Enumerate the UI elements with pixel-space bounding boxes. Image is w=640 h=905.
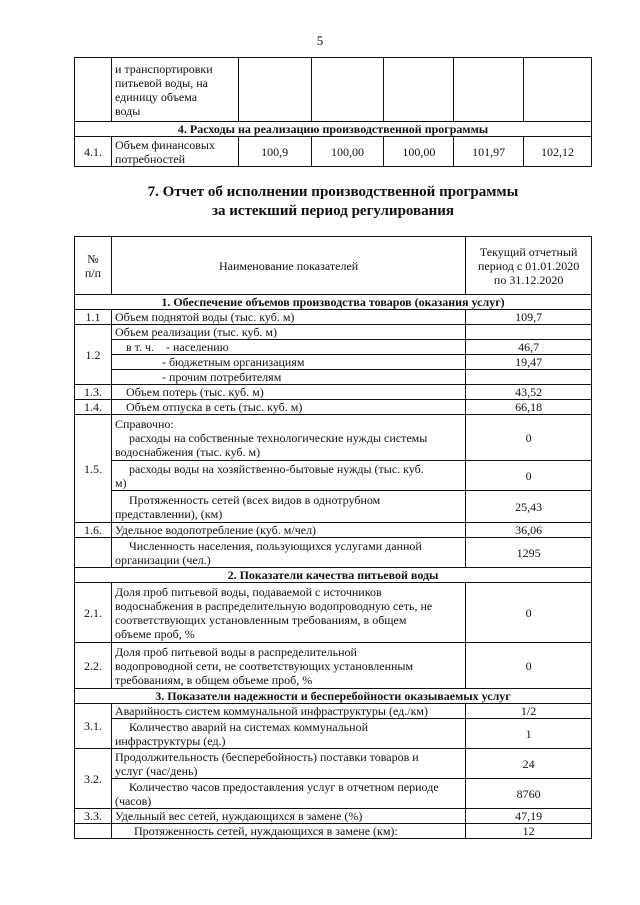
- value-cell: 1295: [466, 538, 592, 568]
- row-name: и транспортировки питьевой воды, на единицу объема воды: [111, 58, 238, 122]
- value-cell: 102,12: [524, 137, 592, 167]
- value-cell: 36,06: [466, 523, 592, 538]
- table-row: [75, 415, 592, 461]
- table-row: [75, 340, 592, 355]
- section-title: 2. Показатели качества питьевой воды: [75, 568, 592, 583]
- value-cell: 1: [466, 719, 592, 749]
- row-number: 1.6.: [75, 523, 112, 538]
- row-number: 3.3.: [75, 809, 112, 824]
- table-row: [75, 523, 592, 538]
- table-row: [75, 779, 592, 809]
- value-cell: 100,9: [238, 137, 311, 167]
- table-row: [75, 461, 592, 491]
- section-row: [75, 689, 592, 704]
- header-period: Текущий отчетный период с 01.01.2020 по 31.12.2020: [466, 237, 592, 295]
- row-name: - прочим потребителям: [111, 370, 465, 385]
- value-cell: 0: [466, 415, 592, 461]
- row-name: Удельный вес сетей, нуждающихся в замене (%): [111, 809, 465, 824]
- value-cell: 101,97: [454, 137, 524, 167]
- row-number: 2.1.: [75, 583, 112, 643]
- table-row: [75, 58, 592, 122]
- value-cell: 24: [466, 749, 592, 779]
- table-row: [75, 704, 592, 719]
- row-name: Количество аварий на системах коммунальной инфраструктуры (ед.): [111, 719, 465, 749]
- value-cell: 66,18: [466, 400, 592, 415]
- value-cell: 12: [466, 824, 592, 839]
- value-cell: 47,19: [466, 809, 592, 824]
- value-cell: 19,47: [466, 355, 592, 370]
- report-heading: [74, 183, 592, 221]
- section-row: [75, 122, 592, 137]
- section-title: 1. Обеспечение объемов производства товаров (оказания услуг): [75, 295, 592, 310]
- table-row: [75, 491, 592, 523]
- row-name: - бюджетным организациям: [111, 355, 465, 370]
- table-row: [75, 643, 592, 689]
- row-name: расходы воды на хозяйственно-бытовые нужды (тыс. куб. м): [111, 461, 465, 491]
- section-title: 4. Расходы на реализацию производственной программы: [75, 122, 592, 137]
- row-number: [75, 538, 112, 568]
- table-row: [75, 355, 592, 370]
- row-name: Объем финансовых потребностей: [111, 137, 238, 167]
- row-number: 2.2.: [75, 643, 112, 689]
- row-number: 1.1: [75, 310, 112, 325]
- table-row: [75, 310, 592, 325]
- program-table-continued: [74, 57, 592, 167]
- row-name: Доля проб питьевой воды в распределительной водопроводной сети, не соответствующих установленным требованиям, в общем объеме проб, %: [111, 643, 465, 689]
- table-row: [75, 749, 592, 779]
- table-row: [75, 719, 592, 749]
- value-cell: [466, 325, 592, 340]
- row-number: 1.3.: [75, 385, 112, 400]
- value-cell: 0: [466, 583, 592, 643]
- row-name: Объем реализации (тыс. куб. м): [111, 325, 465, 340]
- table-row: [75, 137, 592, 167]
- value-cell: 109,7: [466, 310, 592, 325]
- value-cell: [466, 370, 592, 385]
- value-cell: 1/2: [466, 704, 592, 719]
- row-name: Удельное водопотребление (куб. м/чел): [111, 523, 465, 538]
- row-name: в т. ч. - населению: [111, 340, 465, 355]
- row-number: 1.2: [75, 325, 112, 385]
- row-name: Объем отпуска в сеть (тыс. куб. м): [111, 400, 465, 415]
- row-name: Объем поднятой воды (тыс. куб. м): [111, 310, 465, 325]
- row-name: Доля проб питьевой воды, подаваемой с источников водоснабжения в распределительную водопроводную сеть, не соответствующих установленным требованиям, в общем объеме проб, %: [111, 583, 465, 643]
- table-row: [75, 325, 592, 340]
- report-table: [74, 236, 592, 839]
- row-name: Аварийность систем коммунальной инфраструктуры (ед./км): [111, 704, 465, 719]
- value-cell: 0: [466, 461, 592, 491]
- section-row: [75, 295, 592, 310]
- row-number: 1.4.: [75, 400, 112, 415]
- row-number: 3.2.: [75, 749, 112, 809]
- page-number: 5: [316, 33, 324, 48]
- section-title: 3. Показатели надежности и бесперебойности оказываемых услуг: [75, 689, 592, 704]
- header-number: № п/п: [75, 237, 112, 295]
- value-cell: 43,52: [466, 385, 592, 400]
- row-number: 4.1.: [75, 137, 112, 167]
- table-row: [75, 824, 592, 839]
- heading-line-2: за истекший период регулирования: [211, 203, 455, 219]
- row-number: 1.5.: [75, 415, 112, 523]
- header-row: [75, 237, 592, 295]
- row-name: Численность населения, пользующихся услугами данной организации (чел.): [111, 538, 465, 568]
- value-cell: 25,43: [466, 491, 592, 523]
- table-row: [75, 583, 592, 643]
- value-cell: 100,00: [311, 137, 384, 167]
- table-row: [75, 809, 592, 824]
- row-number: 3.1.: [75, 704, 112, 749]
- value-cell: 100,00: [384, 137, 454, 167]
- row-name: Объем потерь (тыс. куб. м): [111, 385, 465, 400]
- header-name: Наименование показателей: [111, 237, 465, 295]
- value-cell: 46,7: [466, 340, 592, 355]
- table-row: [75, 370, 592, 385]
- table-row: [75, 538, 592, 568]
- row-name: Продолжительность (бесперебойность) поставки товаров и услуг (час/день): [111, 749, 465, 779]
- row-name: Справочно: расходы на собственные технологические нужды системы водоснабжения (тыс. куб. м): [111, 415, 465, 461]
- value-cell: 8760: [466, 779, 592, 809]
- heading-line-1: 7. Отчет об исполнении производственной программы: [147, 184, 519, 200]
- row-name: Протяженность сетей (всех видов в однотрубном представлении), (км): [111, 491, 465, 523]
- value-cell: 0: [466, 643, 592, 689]
- section-row: [75, 568, 592, 583]
- row-number: [75, 824, 112, 839]
- row-name: Количество часов предоставления услуг в отчетном периоде (часов): [111, 779, 465, 809]
- table-row: [75, 385, 592, 400]
- row-name: Протяженность сетей, нуждающихся в замене (км):: [111, 824, 465, 839]
- table-row: [75, 400, 592, 415]
